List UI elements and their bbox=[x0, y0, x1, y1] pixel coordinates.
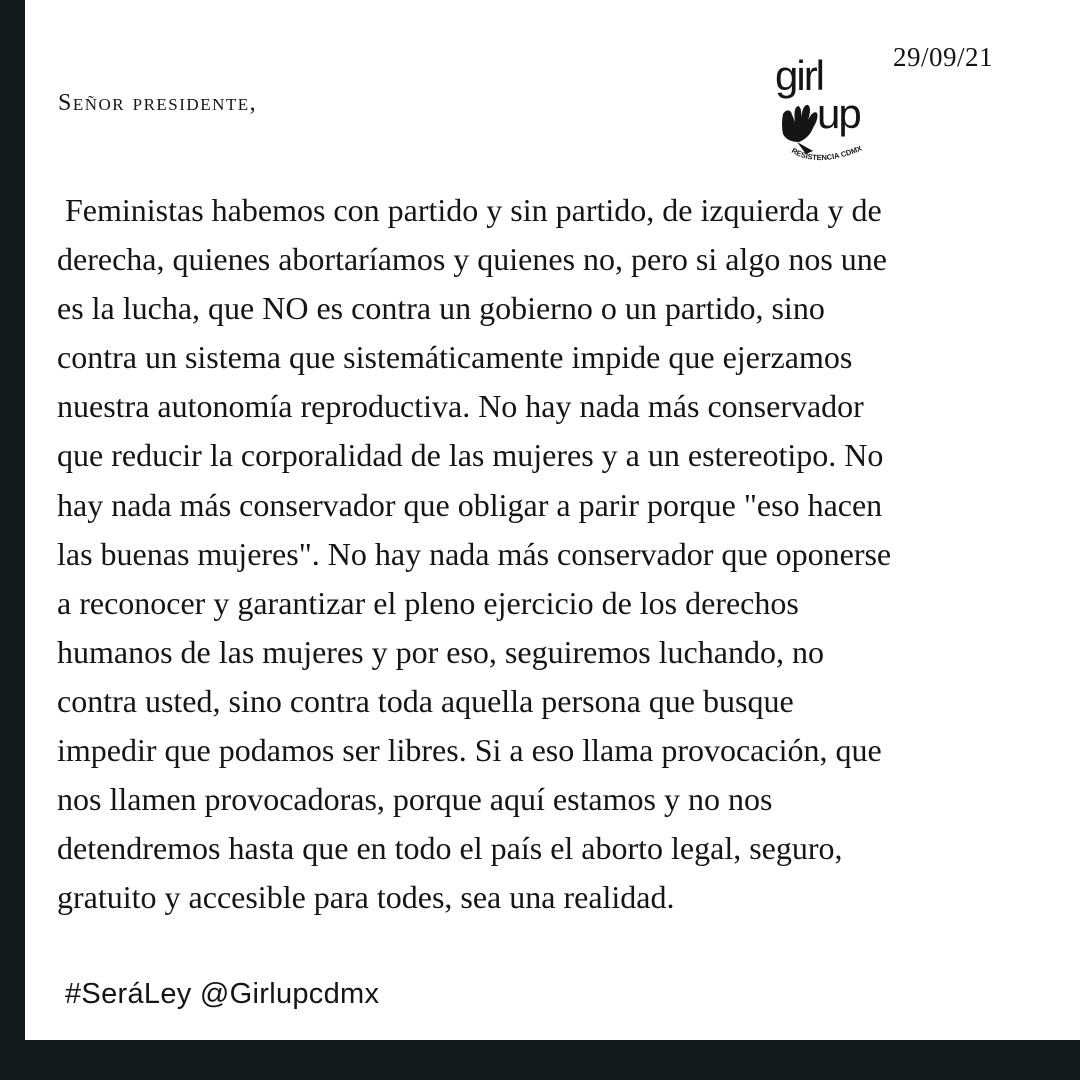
logo-tagline: RESISTENCIA CDMX bbox=[789, 143, 864, 163]
girl-up-logo bbox=[773, 52, 873, 167]
hashtags: #SeráLey @Girlupcdmx bbox=[65, 978, 380, 1010]
logo-word-bottom: up bbox=[817, 90, 860, 137]
letter-date: 29/09/21 bbox=[893, 42, 994, 72]
salutation: Señor presidente, bbox=[58, 90, 258, 116]
logo-word-top: girl bbox=[775, 52, 824, 99]
letter-page bbox=[25, 0, 1080, 1040]
hand-dove-icon bbox=[782, 105, 818, 154]
letter-body: Feministas habemos con partido y sin partido, de izquierda y de derecha, quienes abortaríamos y quienes no, pero si algo nos une es la lucha, que NO es contra un gobierno o un partido, sino contra un sistema que sistemáticamente impide que ejerzamos nuestra autonomía reproductiva. No hay nada más conservador que reducir la corporalidad de las mujeres y a un estereotipo. No hay nada más conservador que obligar a parir porque "eso hacen las buenas mujeres". No hay nada más conservador que oponerse a reconocer y garantizar el pleno ejercicio de los derechos humanos de las mujeres y por eso, seguiremos luchando, no contra usted, sino contra toda aquella persona que busque impedir que podamos ser libres. Si a eso llama provocación, que nos llamen provocadoras, porque aquí estamos y no nos detendremos hasta que en todo el país el aborto legal, seguro, gratuito y accesible para todes, sea una realidad. bbox=[57, 192, 892, 916]
